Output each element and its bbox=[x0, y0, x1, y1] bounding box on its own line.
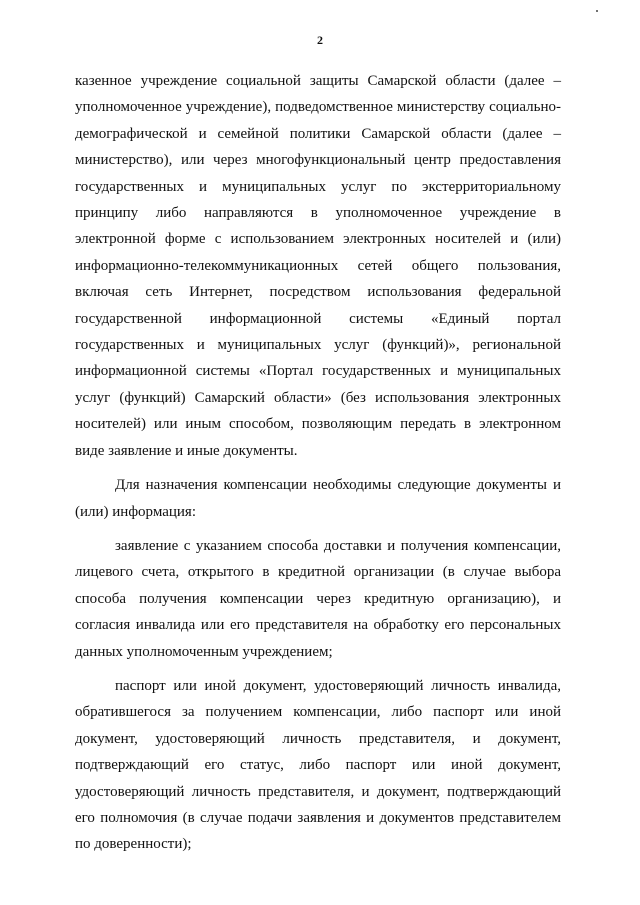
paragraph-passport: паспорт или иной документ, удостоверяющий личность инвалида, обратившегося за получением компенсации, либо паспорт или иной документ, удостоверяющий личность представителя, и документ, подтверждающий его статус, либо паспорт или иной документ, удостоверяющий личность представителя, и документ, подтверждающий его полномочия (в случае подачи заявления и документов представителем по доверенности); bbox=[75, 677, 561, 853]
scan-speck bbox=[596, 10, 598, 12]
paragraph-continuation: казенное учреждение социальной защиты Самарской области (далее – уполномоченное учреждение), подведомственное министерству социально-демографической и семейной политики Самарской области (далее – министерство), или через многофункциональный центр предоставления государственных и муниципальных услуг по экстерриториальному принципу либо направляются в уполномоченное учреждение в электронной форме с использованием электронных носителей и (или) информационно-телекоммуникационных сетей общего пользования, включая сеть Интернет, посредством использования федеральной государственной информационной системы «Единый портал государственных и муниципальных услуг (функций)», региональной информационной системы «Портал государственных и муниципальных услуг (функций) Самарский области» (без использования электронных носителей) или иным способом, позволяющим передать в электронном виде заявление и иные документы. bbox=[75, 73, 561, 459]
page-number: 2 bbox=[317, 33, 323, 47]
paragraph-documents-intro: Для назначения компенсации необходимы следующие документы и (или) информация: bbox=[75, 477, 561, 520]
paragraph-application: заявление с указанием способа доставки и получения компенсации, лицевого счета, открытого в кредитной организации (в случае выбора способа получения компенсации через кредитную организацию), и согласия инвалида или его представителя на обработку его персональных данных уполномоченным учреждением; bbox=[75, 537, 561, 660]
body-text bbox=[75, 68, 561, 866]
